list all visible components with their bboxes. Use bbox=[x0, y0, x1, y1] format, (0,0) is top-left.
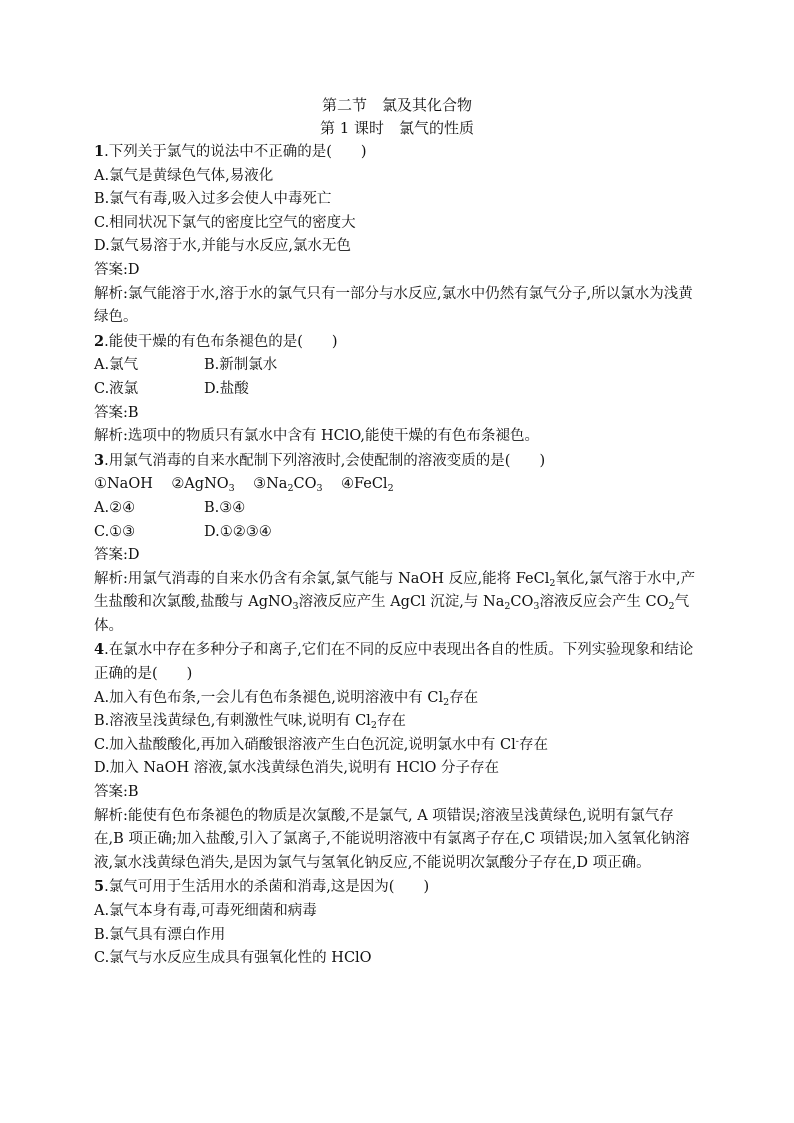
stem-text: .在氯水中存在多种分子和离子,它们在不同的反应中表现出各自的性质。下列实验现象和结论正确的是( ) bbox=[94, 642, 694, 683]
question-number: 4 bbox=[94, 641, 105, 659]
question-stem bbox=[94, 330, 700, 355]
option-d: D.氯气易溶于水,并能与水反应,氯水无色 bbox=[94, 238, 351, 255]
question-1 bbox=[94, 140, 700, 330]
options-row-1 bbox=[94, 354, 700, 378]
option-d: D.盐酸 bbox=[204, 380, 249, 397]
question-number: 1 bbox=[94, 143, 105, 160]
analysis: 解析:选项中的物质只有氯水中含有 HClO,能使干燥的有色布条褪色。 bbox=[94, 428, 540, 445]
options-row-2 bbox=[94, 378, 700, 402]
question-stem bbox=[94, 875, 700, 900]
analysis: 解析:能使有色布条褪色的物质是次氯酸,不是氯气, A 项错误;溶液呈浅黄绿色,说明有氯气存在,B 项正确;加入盐酸,引入了氯离子,不能说明溶液中有氯离子存在,C 项错误;加入氢氧化钠溶液,氯水浅黄绿色消失,是因为氯气与氢氧化钠反应,不能说明次氯酸分子存在,D 项正确。 bbox=[94, 807, 690, 871]
option-a: A.加入有色布条,一会儿有色布条褪色,说明溶液中有 $Cl_2$存在 bbox=[94, 689, 479, 708]
reagent-2: ②AgNO$_3$ bbox=[171, 476, 235, 495]
question-stem bbox=[94, 140, 700, 165]
question-4 bbox=[94, 638, 700, 875]
option-a: A.②④ bbox=[94, 499, 136, 516]
option-b: B.氯气有毒,吸入过多会使人中毒死亡 bbox=[94, 191, 332, 208]
stem-text: .氯气可用于生活用水的杀菌和消毒,这是因为( ) bbox=[104, 879, 430, 896]
option-b: B.新制氯水 bbox=[204, 357, 278, 374]
option-b: B.溶液呈浅黄绿色,有刺激性气味,说明有 $Cl_2$存在 bbox=[94, 713, 406, 732]
option-a: A.氯气 bbox=[94, 357, 139, 374]
question-3 bbox=[94, 449, 700, 639]
options-row-2 bbox=[94, 521, 700, 545]
question-5 bbox=[94, 875, 700, 970]
question-number: 3 bbox=[94, 451, 105, 469]
analysis: 解析:氯气能溶于水,溶于水的氯气只有一部分与水反应,氯水中仍然有氯气分子,所以氯水为浅黄绿色。 bbox=[94, 285, 693, 326]
option-c: C.氯气与水反应生成具有强氧化性的 HClO bbox=[94, 950, 372, 967]
option-b: B.氯气具有漂白作用 bbox=[94, 926, 226, 943]
option-c: C.加入盐酸酸化,再加入硝酸银溶液产生白色沉淀,说明氯水中有 Cl-存在 bbox=[94, 735, 548, 753]
title-block bbox=[94, 94, 700, 140]
option-c: C.①③ bbox=[94, 523, 136, 540]
stem-text: .下列关于氯气的说法中不正确的是( ) bbox=[104, 144, 367, 160]
option-d: D.①②③④ bbox=[204, 523, 272, 540]
reagent-1: ①NaOH bbox=[94, 476, 153, 493]
section-title: 第二节 氯及其化合物 bbox=[321, 96, 472, 114]
option-c: C.相同状况下氯气的密度比空气的密度大 bbox=[94, 214, 356, 231]
option-a: A.氯气本身有毒,可毒死细菌和病毒 bbox=[94, 903, 317, 919]
reagent-list bbox=[94, 473, 700, 497]
reagent-3: $③Na_2CO_3$ bbox=[253, 476, 323, 495]
question-stem bbox=[94, 449, 700, 474]
answer: 答案:B bbox=[94, 404, 139, 421]
answer: 答案:B bbox=[94, 784, 139, 801]
lesson-title: 第 1 课时 氯气的性质 bbox=[319, 119, 475, 137]
question-2 bbox=[94, 330, 700, 449]
worksheet-page bbox=[94, 94, 700, 971]
stem-text: .能使干燥的有色布条褪色的是( ) bbox=[104, 333, 338, 350]
question-number: 2 bbox=[94, 332, 105, 350]
option-c: C.液氯 bbox=[94, 380, 139, 397]
options-row-1 bbox=[94, 497, 700, 521]
answer: 答案:D bbox=[94, 547, 140, 564]
option-d: D.加入 NaOH 溶液,氯水浅黄绿色消失,说明有 HClO 分子存在 bbox=[94, 760, 499, 777]
answer: 答案:D bbox=[94, 261, 140, 278]
option-b: B.③④ bbox=[204, 499, 246, 516]
question-stem bbox=[94, 638, 700, 686]
question-number: 5 bbox=[94, 878, 105, 896]
stem-text: .用氯气消毒的自来水配制下列溶液时,会使配制的溶液变质的是( ) bbox=[104, 452, 546, 469]
option-a: A.氯气是黄绿色气体,易液化 bbox=[94, 167, 274, 184]
reagent-4: ④FeCl$_2$ bbox=[340, 476, 394, 495]
analysis: 解析:用氯气消毒的自来水仍含有余氯,氯气能与 NaOH 反应,能将 FeCl$_2$氧化,氯气溶于水中,产生盐酸和次氯酸,盐酸与 AgNO$_3$溶液反应产生 AgCl 沉淀,与 $Na_2CO_3$溶液反应会产生 $CO_2$气体。 bbox=[94, 570, 696, 634]
